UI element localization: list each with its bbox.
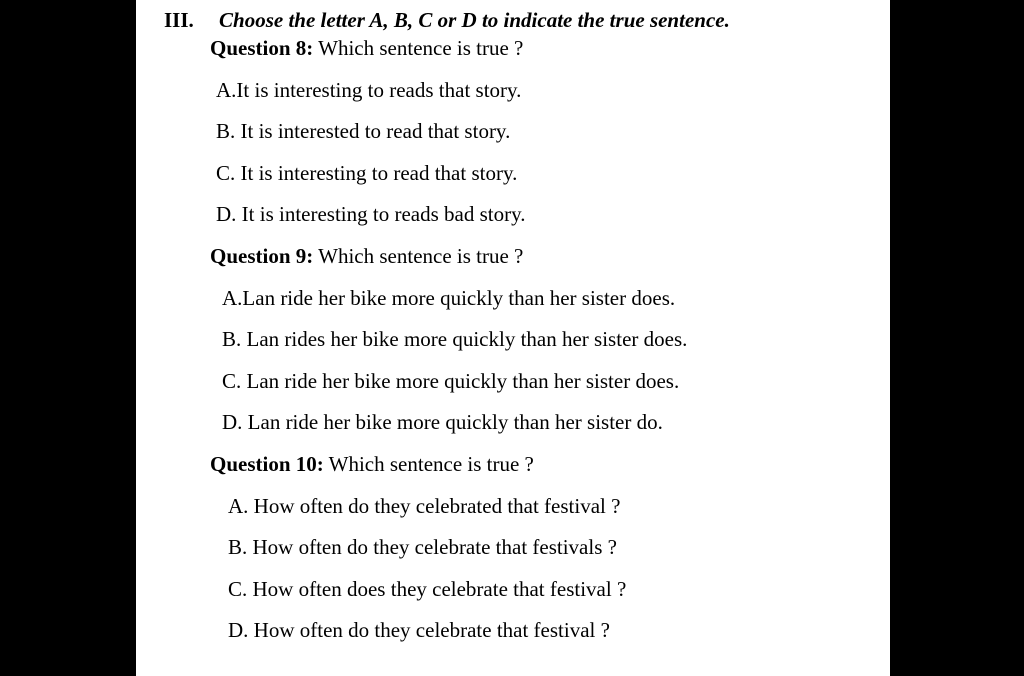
question-9-option-a: A.Lan ride her bike more quickly than her sister does. (222, 286, 676, 310)
question-8-label: Question 8: (210, 36, 314, 60)
question-9-option-c: C. Lan ride her bike more quickly than her sister does. (222, 369, 680, 393)
section-instruction: Choose the letter A, B, C or D to indicate the true sentence. (219, 8, 730, 32)
question-10-label: Question 10: (210, 452, 324, 476)
question-8-option-a: A.It is interesting to reads that story. (216, 78, 522, 102)
question-10-option-a: A. How often do they celebrated that festival ? (228, 494, 621, 518)
question-8-prompt: Which sentence is true ? (313, 36, 524, 60)
question-10-option-b: B. How often do they celebrate that festivals ? (228, 535, 617, 559)
question-9-option-b: B. Lan rides her bike more quickly than her sister does. (222, 327, 688, 351)
question-8-option-b: B. It is interested to read that story. (216, 119, 511, 143)
question-9-option-d: D. Lan ride her bike more quickly than her sister do. (222, 410, 663, 434)
question-10-option-c: C. How often does they celebrate that festival ? (228, 577, 627, 601)
question-8-option-d: D. It is interesting to reads bad story. (216, 202, 526, 226)
question-9-prompt: Which sentence is true ? (313, 244, 524, 268)
section-number: III. (164, 8, 194, 32)
question-8-option-c: C. It is interesting to read that story. (216, 161, 518, 185)
question-9-label: Question 9: (210, 244, 314, 268)
worksheet-page (136, 0, 890, 676)
question-10-option-d: D. How often do they celebrate that festival ? (228, 618, 610, 642)
question-10-heading (210, 451, 534, 477)
question-9-heading (210, 243, 523, 269)
question-10-prompt: Which sentence is true ? (323, 452, 534, 476)
question-8-heading (210, 35, 523, 61)
section-header (164, 7, 730, 33)
